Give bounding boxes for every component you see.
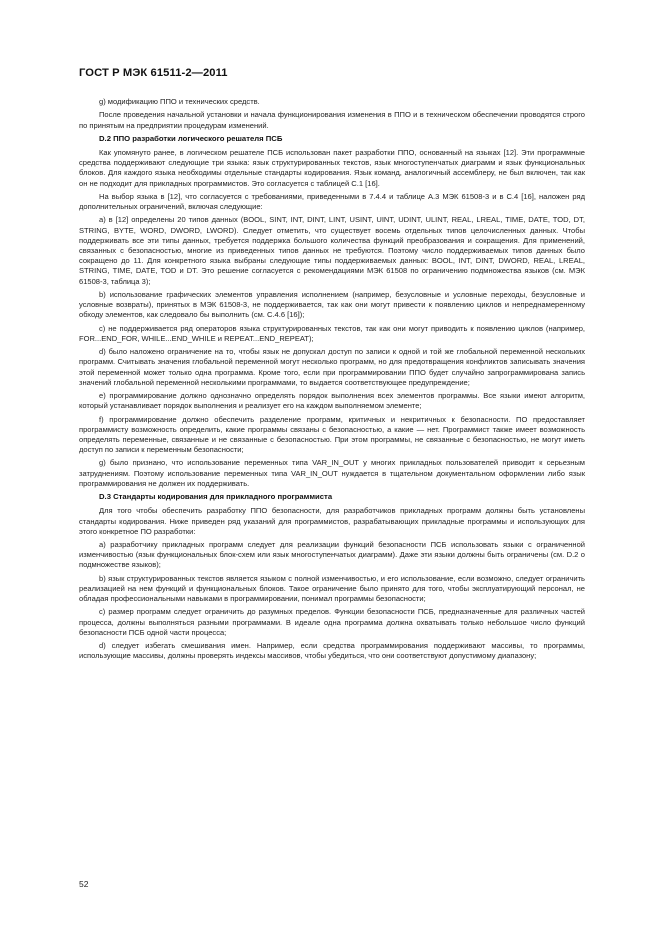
paragraph-g-modification: g) модификацию ППО и технических средств. bbox=[99, 97, 260, 106]
section-heading-d2: D.2 ППО разработки логического решателя ПСБ bbox=[99, 133, 283, 143]
list-item-a: а) в [12] определены 20 типов данных (BOOL, SINT, INT, DINT, LINT, USINT, UINT, UDINT, ULINT, REAL, LREAL, TIME, DATE, TOD, DT, STRING, BYTE, WORD, DWORD, LWORD). Следует отметить, что существует восемь отдельных типов целочисленных данных. Чтобы поддерживать все эти типы данных, требуется поддержка большого количества функций преобразования и сокращения. Для применений, связанных с безопасностью, многие из приведенных типов данных не требуются. Поэтому число поддерживаемых типов данных было сокращено до 11. Для конкретного языка выбраны следующие типы поддерживаемых данных: BOOL, INT, DINT, DWORD, REAL, LREAL, STRING, TIME, DATE, TOD и DT. Это решение согласуется с рекомендациями МЭК 61508 по ограничению подмножества языков (см. МЭК 61508-3, таблица 3); bbox=[79, 215, 585, 286]
list-item-c: с) не поддерживается ряд операторов языка структурированных текстов, так как они могут приводить к появлению циклов (например, FOR...END_FOR, WHILE...END_WHILE и REPEAT...END_REPEAT); bbox=[79, 323, 585, 343]
paragraph-d2-intro: Как упомянуто ранее, в логическом решателе ПСБ использован пакет разработки ППО, основанный на языках [12]. Эти программные средства поддерживают следующие три языка: язык структурированных текстов, язык многоступенчатых диаграмм и язык функциональных блоков. Для каждого языка необходимы отдельные стандарты кодирования. Язык команд, аналогичный ассемблеру, не был включен, так как он не подходит для прикладных программистов. Это согласуется с таблицей С.1 [16]. bbox=[79, 148, 585, 188]
d3-list-item-c: с) размер программ следует ограничить до разумных пределов. Функции безопасности ПСБ, предназначенные для различных частей процесса, должны выполняться разными программами. В идеале одна программа должна охватывать только небольшое число функций безопасности ПСБ одной части процесса; bbox=[79, 607, 585, 637]
section-heading-d3: D.3 Стандарты кодирования для прикладного программиста bbox=[99, 492, 333, 502]
list-item-f: f) программирование должно обеспечить разделение программ, критичных и некритичных к безопасности. ПО предоставляет программисту возможность определить, какие программы связаны с безопасностью, а какие — нет. Программист также имеет возможность определять переменные, связанные и не связанные с безопасностью. При этом программы, не связанные с безопасностью, не могут иметь доступ по записи к переменным безопасности; bbox=[79, 414, 585, 455]
document-body bbox=[79, 97, 585, 665]
list-item-b: b) использование графических элементов управления исполнением (например, безусловные и условные переходы, безусловные и условные возвраты), принятых в МЭК 61508-3, не поддерживается, так как они могут привести к появлению циклов и непреднамеренному обходу элементов, как следовало бы выполнить (см. С.4.6 [16]); bbox=[79, 289, 585, 320]
paragraph-d2-choice: На выбор языка в [12], что согласуется с требованиями, приведенными в 7.4.4 и таблице А.3 МЭК 61508-3 и в С.4 [16], наложен ряд дополнительных ограничений, включая следующие: bbox=[79, 191, 585, 212]
d3-list-item-a: а) разработчику прикладных программ следует для реализации функций безопасности ПСБ использовать языки с ограниченной изменчивостью (язык функциональных блок-схем или язык многоступенчатых диаграмм). Даже эти языки должны быть ограничены (см. D.2 о подмножестве языков); bbox=[79, 540, 585, 570]
standard-header: ГОСТ Р МЭК 61511-2—2011 bbox=[79, 67, 228, 79]
list-item-g: g) было признано, что использование переменных типа VAR_IN_OUT у многих прикладных пользователей приводит к серьезным затруднениям. Поэтому использование переменных типа VAR_IN_OUT нуждается в тщательном документальном оформлении либо язык программирования не должен их поддерживать. bbox=[79, 458, 585, 488]
paragraph-after-install: После проведения начальной установки и начала функционирования изменения в ППО и в техническом обеспечении проводятся строго по принятым на предприятии процедурам изменений. bbox=[79, 110, 585, 130]
list-item-e: е) программирование должно однозначно определять порядок выполнения всех элементов программы. Все языки имеют алгоритм, который устанавливает порядок выполнения и реализует его на каждом выполняемом элементе; bbox=[79, 391, 585, 411]
page-number: 52 bbox=[79, 879, 89, 889]
list-item-d: d) было наложено ограничение на то, чтобы язык не допускал доступ по записи к одной и той же глобальной переменной нескольких программ. Считывать значения глобальной переменной могут несколько программ, но для предотвращения конфликтов записывать значения этой переменной может только одна программа. Кроме того, если при программировании ППО будет случайно запрограммирована запись значений глобальной переменной несколькими программами, то выдается соответствующее предупреждение; bbox=[79, 347, 585, 387]
paragraph-d3-intro: Для того чтобы обеспечить разработку ППО безопасности, для разработчиков прикладных программ должны быть установлены стандарты кодирования. Ниже приведен ряд указаний для программистов, разрабатывающих прикладные программы и использующих для этого конкретное ПО разработки: bbox=[79, 506, 585, 536]
d3-list-item-d: d) следует избегать смешивания имен. Например, если средства программирования поддерживают массивы, то программы, использующие массивы, должны проверять индексы массивов, чтобы убедиться, что они соответствуют допустимому диапазону; bbox=[79, 641, 585, 661]
d3-list-item-b: b) язык структурированных текстов является языком с полной изменчивостью, и его использование, если возможно, следует ограничить реализацией на нем функций и функциональных блоков. Такое ограничение было принято для того, чтобы эксплуатирующий персонал, не обладая профессиональными навыками в программировании, понимал программы безопасности; bbox=[79, 573, 585, 604]
